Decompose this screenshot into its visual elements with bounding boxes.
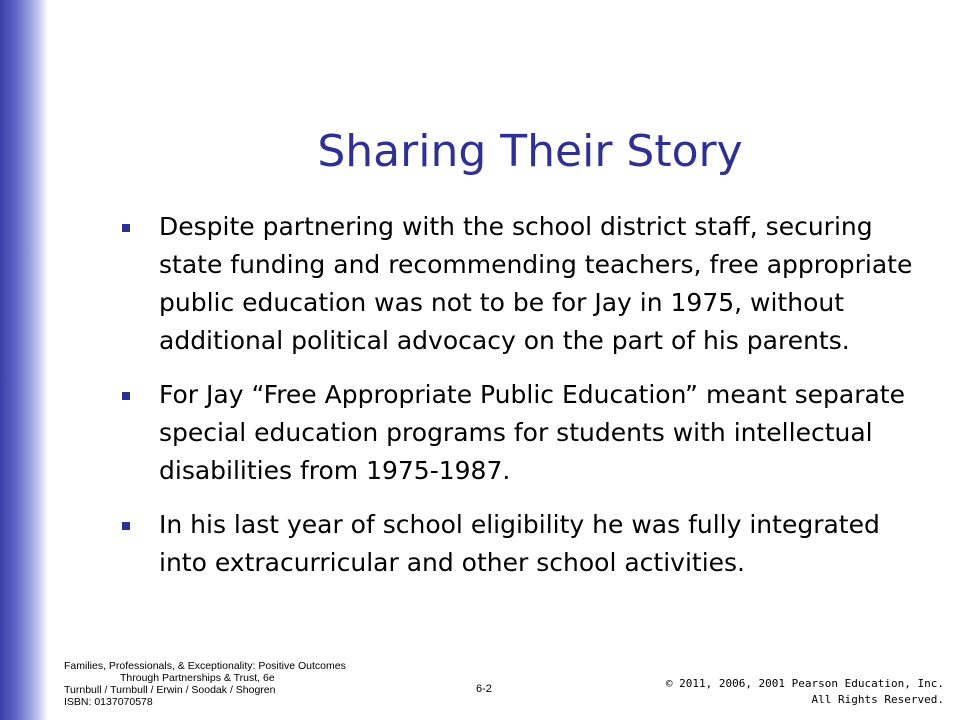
footer-copyright-line1: © 2011, 2006, 2001 Pearson Education, Inc. [665, 677, 944, 690]
bullet-text: In his last year of school eligibility he was fully integrated into extracurricular and other school activities. [159, 510, 880, 577]
bullet-item [122, 376, 930, 490]
bullet-item [122, 208, 930, 360]
side-gradient-band [0, 0, 48, 720]
bullet-item [122, 506, 930, 582]
footer-isbn: ISBN: 0137070578 [64, 696, 153, 708]
bullet-text: For Jay “Free Appropriate Public Education” meant separate special education programs for students with intellectual disabilities from 1975-1987. [159, 380, 905, 485]
footer-book-title: Families, Professionals, & Exceptionality: Positive Outcomes [64, 660, 346, 672]
bullet-list [122, 208, 930, 598]
slide-title: Sharing Their Story [317, 126, 743, 177]
footer-book-subtitle: Through Partnerships & Trust, 6e [120, 672, 275, 684]
square-bullet-icon [122, 224, 130, 232]
square-bullet-icon [122, 522, 130, 530]
footer-book-info [64, 660, 346, 708]
footer-copyright-line2: All Rights Reserved. [811, 693, 944, 706]
footer-page-number: 6-2 [476, 683, 492, 695]
footer-copyright [666, 676, 944, 708]
bullet-text: Despite partnering with the school district staff, securing state funding and recommending teachers, free appropriate public education was not to be for Jay in 1975, without additional political advocacy on the part of his parents. [159, 212, 913, 355]
footer-authors: Turnbull / Turnbull / Erwin / Soodak / Shogren [64, 684, 276, 696]
square-bullet-icon [122, 392, 130, 400]
